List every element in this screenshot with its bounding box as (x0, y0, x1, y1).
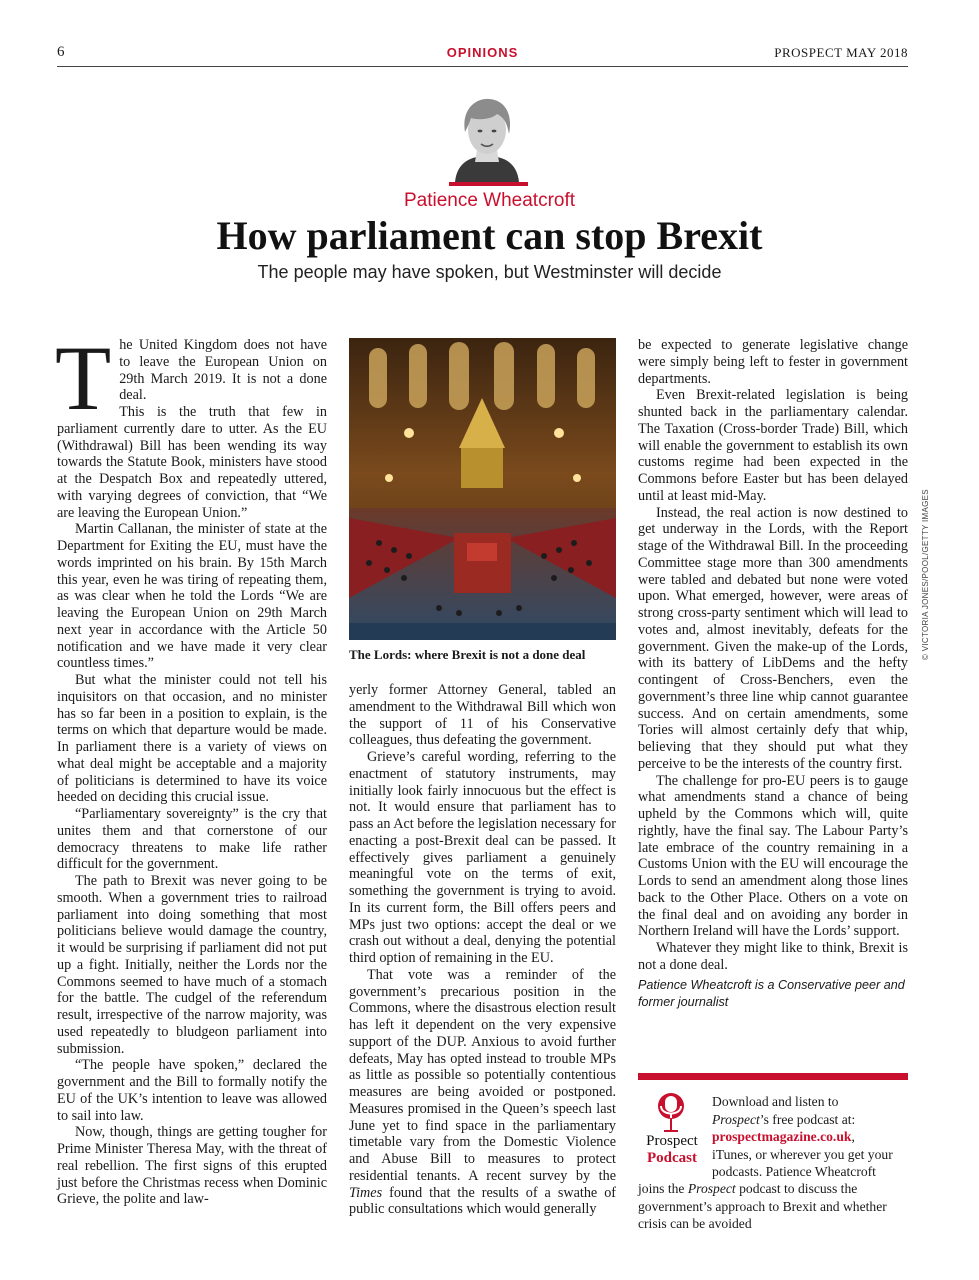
article-column-2 (349, 682, 616, 1242)
portrait-underline (449, 182, 528, 186)
photo-caption: The Lords: where Brexit is not a done deal (349, 647, 586, 662)
page-number: 6 (57, 44, 65, 60)
opening-paragraph: The United Kingdom does not have to leave the European Union on 29th March 2019. It is not a done deal. (55, 327, 327, 429)
issue-label: PROSPECT MAY 2018 (774, 45, 908, 60)
podcast-brand-name: Prospect (646, 1133, 698, 1149)
body-paragraph: The challenge for pro-EU peers is to gauge what amendments stand a chance of being upheld by the Commons which will, quite rightly, have the final say. The Labour Party’s late embrace of the country remaining in a Customs Union with the EU will encourage the Lords to send an amendment along those lines back to the Other Place. Others on a vote on the final deal and on avoiding any border in Northern Ireland will have the Lords’ support. (638, 772, 908, 940)
section-label: OPINIONS (446, 45, 519, 60)
article-standfirst: The people may have spoken, but Westminster will decide (257, 262, 722, 282)
body-paragraph: yerly former Attorney General, tabled an amendment to the Withdrawal Bill which won the support of 11 of his Conservative colleagues, thus defeating the government. (349, 682, 616, 749)
body-paragraph: This is the truth that few in parliament currently dare to utter. As the EU (Withdrawal) Bill has been wending its way towards the Statute Book, ministers have stood at the Despatch Box and repeatedly uttered, with varying degrees of conviction, that “We are leaving the European Union.” (57, 404, 327, 521)
author-portrait (447, 90, 527, 182)
article-column-3 (638, 337, 908, 1062)
header-divider (57, 66, 908, 67)
body-paragraph: Grieve’s careful wording, referring to the enactment of statutory instruments, may initially look fairly innocuous but the effect is not. It would ensure that parliament has to pass an Act before the legislation necessary for enacting a post-Brexit deal can be passed. It effectively gives parliament a genuinely meaningful vote on the terms of exit, something the government is trying to avoid. In its current form, the Bill offers peers and MPs just two options: accept the deal or we crash out without a deal, denying the potential third option of remaining in the EU. (349, 749, 616, 966)
body-paragraph: Martin Callanan, the minister of state at the Department for Exiting the EU, must have the words imprinted on his brain. By 15th March this year, even he was tiring of repeating them, as was clear when he told the Lords “We are leaving the European Union on 29th March next year in accordance with the Article 50 notification and we have made it very clear countless times.” (57, 521, 327, 672)
body-paragraph: be expected to generate legislative change were simply being left to fester in government departments. (638, 337, 908, 387)
podcast-text: Download and listen to Prospect’s free podcast at: prospectmagazine.co.uk, iTunes, or wherever you get your podcasts. Patience Wheatcroft (712, 1094, 893, 1179)
body-paragraph: Instead, the real action is now destined to get underway in the Lords, with the Report stage of the Withdrawal Bill. In the proceeding Committee stage more than 300 amendments were tabled and debated but none were voted upon. What emerged, however, were areas of strong cross-party sentiment which will lead to votes and, almost inevitably, defeats for the government. Given the make-up of the Lords, with its battery of LibDems and the hefty contingent of Cross-Benchers, even the government’s three line whip cannot guarantee success. And on certain amendments, some Tories will almost certainly defy that whip, believing that they should put what they perceive to be the interests of the country first. (638, 504, 908, 772)
drop-cap: T (55, 327, 112, 429)
photo-credit: © VICTORIA JONES/POOL/GETTY IMAGES (921, 489, 930, 660)
podcast-text-continued: joins the Prospect podcast to discuss the government’s approach to Brexit and whether crisis can be avoided (638, 1181, 887, 1231)
author-byline: Patience Wheatcroft (403, 190, 576, 211)
body-paragraph: Now, though, things are getting tougher for Prime Minister Theresa May, with the threat of real rebellion. The first signs of this erupted just before the Christmas recess when Dominic Grieve, the polite and law- (57, 1124, 327, 1208)
podcast-brand (637, 1133, 707, 1167)
body-paragraph: Whatever they might like to think, Brexit is not a done deal. (638, 940, 908, 973)
body-paragraph: The path to Brexit was never going to be smooth. When a government tries to railroad parliament into doing something that most politicians believe would damage the country, it would be surprising if parliament did not put up a fight. Initially, neither the Lords nor the Commons seemed to have much of a stomach for the battle. The cudgel of the referendum result, irrespective of the narrow majority, was used repeatedly to bludgeon parliament into submission. (57, 873, 327, 1057)
times-italic: Times (349, 1184, 383, 1201)
article-column-1 (55, 327, 327, 1237)
page-header (57, 44, 908, 66)
podcast-divider (638, 1073, 908, 1080)
body-paragraph: Even Brexit-related legislation is being shunted back in the parliamentary calendar. The Taxation (Cross-border Trade) Bill, which will enable the government to establish its own customs regime had been expected in the Commons before Easter but has been delayed until at least mid-May. (638, 387, 908, 504)
podcast-link[interactable]: prospectmagazine.co.uk (712, 1129, 852, 1144)
author-bio: Patience Wheatcroft is a Conservative peer and former journalist (638, 977, 905, 1009)
article-headline: How parliament can stop Brexit (216, 213, 763, 258)
house-of-lords-photo (349, 338, 616, 640)
body-paragraph: But what the minister could not tell his inquisitors on that occasion, and no minister has so far been in a position to explain, is the terms on which that departure would be made. In parliament there is a variety of views on what deal might be acceptable and a majority of politicians is determined to have its voice heeded on deciding this crucial issue. (57, 672, 327, 806)
body-paragraph: That vote was a reminder of the government’s precarious position in the Commons, where the disastrous election result has left it dependent on the very expensive support of the DUP. Anxious to avoid further defeats, May has opted instead to trouble MPs as little as possible so potentially contentious measures are being avoided or postponed. Measures promised in the Queen’s speech last June yet to find space in the parliamentary timetable vary from the Domestic Violence and Abuse Bill to measures to protect residential tenants. A recent survey by the Times found that the results of a swathe of public consultations which would generally (349, 966, 617, 1218)
podcast-brand-word: Podcast (647, 1150, 697, 1166)
body-paragraph: “The people have spoken,” declared the government and the Bill to formally notify the EU of the UK’s intention to leave was allowed to sail into law. (57, 1057, 327, 1124)
body-paragraph: “Parliamentary sovereignty” is the cry that unites them and that cornerstone of our democracy threatens to make life rather difficult for the government. (57, 806, 327, 873)
